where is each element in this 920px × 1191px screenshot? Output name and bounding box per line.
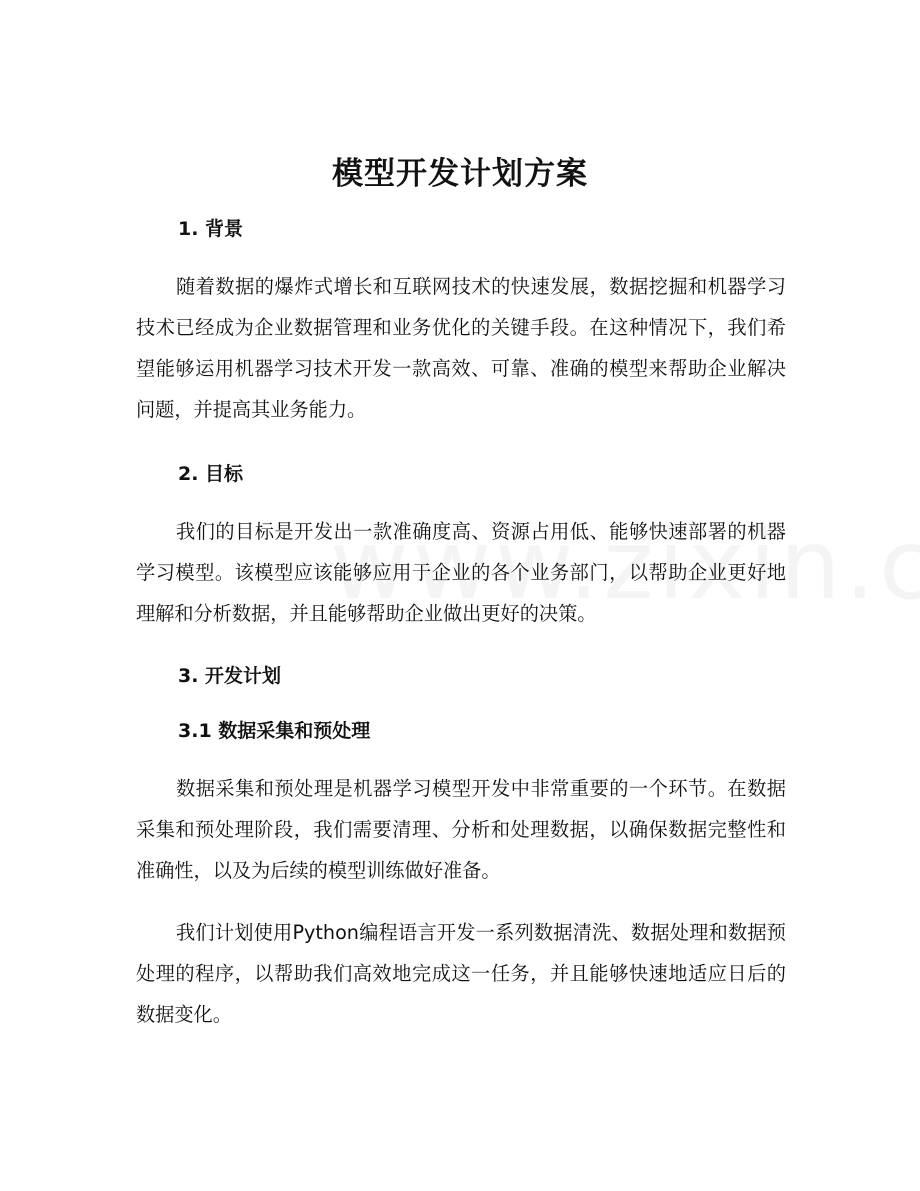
section-heading-goal: 2. 目标 [178, 463, 244, 485]
section-heading-background: 1. 背景 [178, 218, 244, 240]
paragraph-goal: 我们的目标是开发出一款准确度高、资源占用低、能够快速部署的机器学习模型。该模型应该能够应用于企业的各个业务部门，以帮助企业更好地理解和分析数据，并且能够帮助企业做出更好的决策。 [136, 520, 786, 625]
document-title: 模型开发计划方案 [332, 156, 588, 192]
paragraph-background: 随着数据的爆炸式增长和互联网技术的快速发展，数据挖掘和机器学习技术已经成为企业数据管理和业务优化的关键手段。在这种情况下，我们希望能够运用机器学习技术开发一款高效、可靠、准确的模型来帮助企业解决问题，并提高其业务能力。 [136, 275, 786, 421]
section-heading-dev-plan: 3. 开发计划 [178, 665, 282, 687]
subsection-heading-data-collection: 3.1 数据采集和预处理 [178, 720, 371, 742]
paragraph-data-collection-2: 我们计划使用Python编程语言开发一系列数据清洗、数据处理和数据预处理的程序，以帮助我们高效地完成这一任务，并且能够快速地适应日后的数据变化。 [136, 921, 786, 1026]
paragraph-data-collection-1: 数据采集和预处理是机器学习模型开发中非常重要的一个环节。在数据采集和预处理阶段，我们需要清理、分析和处理数据，以确保数据完整性和准确性，以及为后续的模型训练做好准备。 [136, 777, 786, 882]
